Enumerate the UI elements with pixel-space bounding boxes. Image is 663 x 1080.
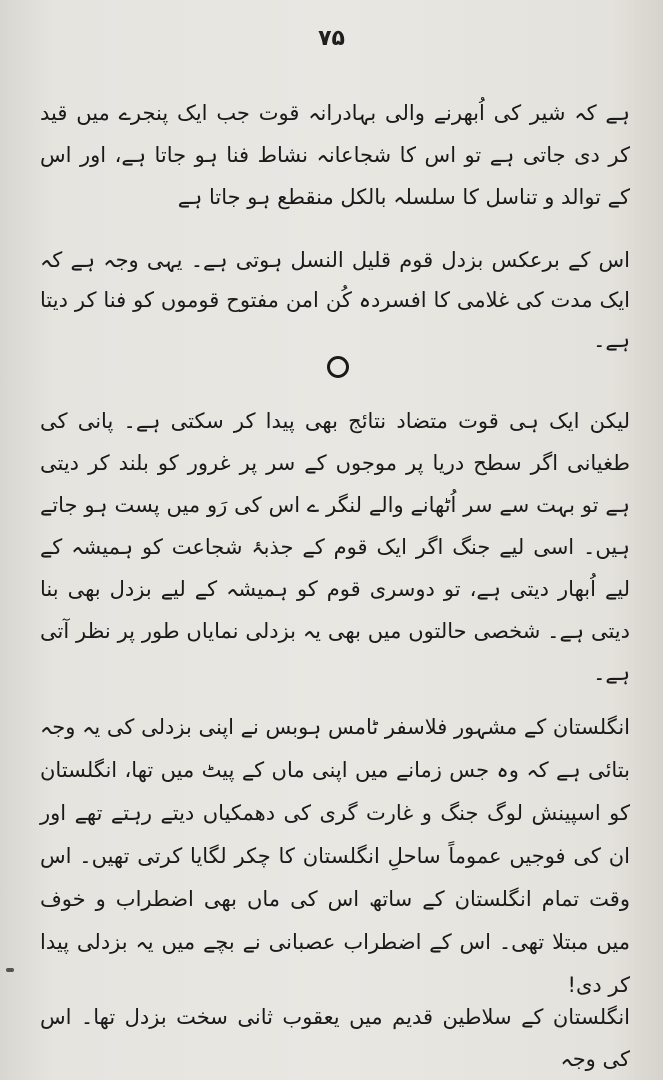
paragraph-1-text: ہے کہ شیر کی اُبھرنے والی بہادرانہ قوت جب ایک پنجرے میں قید کر دی جاتی ہے تو اس کا شجاعانہ نشاط فنا ہو جاتا ہے، اور اس کے توالد و تناسل کا سلسلہ بالکل منقطع ہو جاتا ہے <box>40 101 630 209</box>
paragraph-4-text: انگلستان کے مشہور فلاسفر ٹامس ہوبس نے اپنی بزدلی کی یہ وجہ بتائی ہے کہ وہ جس زمانے میں اپنی ماں کے پیٹ میں تھا، انگلستان کو اسپینش لوگ جنگ و غارت گری کی دھمکیاں دیتے رہتے تھے اور ان کی فوجیں عموماً ساحلِ انگلستان کا چکر لگایا کرتی تھیں۔ اس وقت تمام انگلستان کے ساتھ اس کی ماں بھی اضطراب و خوف میں مبتلا تھی۔ اس کے اضطراب عصبانی نے بچے میں یہ بزدلی پیدا کر دی! <box>40 715 630 997</box>
paragraph-4 <box>40 706 630 1007</box>
paragraph-3-text: لیکن ایک ہی قوت متضاد نتائج بھی پیدا کر سکتی ہے۔ پانی کی طغیانی اگر سطح دریا پر موجوں کے سر پر غرور کو بلند کر دیتی ہے تو بہت سے سر اُٹھانے والے لنگر ے اس کی رَو میں پست ہو جاتے ہیں۔ اسی لیے جنگ اگر ایک قوم کے جذبۂ شجاعت کو ہمیشہ کے لیے اُبھار دیتی ہے، تو دوسری قوم کو ہمیشہ کے لیے بزدل بھی بنا دیتی ہے۔ شخصی حالتوں میں بھی یہ بزدلی نمایاں طور پر نظر آتی ہے۔ <box>40 409 630 685</box>
margin-mark <box>6 968 14 972</box>
paragraph-3 <box>40 400 630 694</box>
paragraph-5 <box>40 996 630 1080</box>
paragraph-1 <box>40 92 630 218</box>
paragraph-2-text: اس کے برعکس بزدل قوم قلیل النسل ہوتی ہے۔ یہی وجہ ہے کہ ایک مدت کی غلامی کا افسردہ کُن امن مفتوح قوموں کو فنا کر دیتا ہے۔ <box>40 248 630 352</box>
page-number: ۷۵ <box>318 26 345 51</box>
section-divider-circle <box>327 356 349 378</box>
paragraph-2 <box>40 240 630 360</box>
paragraph-5-text: انگلستان کے سلاطین قدیم میں یعقوب ثانی سخت بزدل تھا۔ اس کی وجہ <box>40 1005 630 1071</box>
